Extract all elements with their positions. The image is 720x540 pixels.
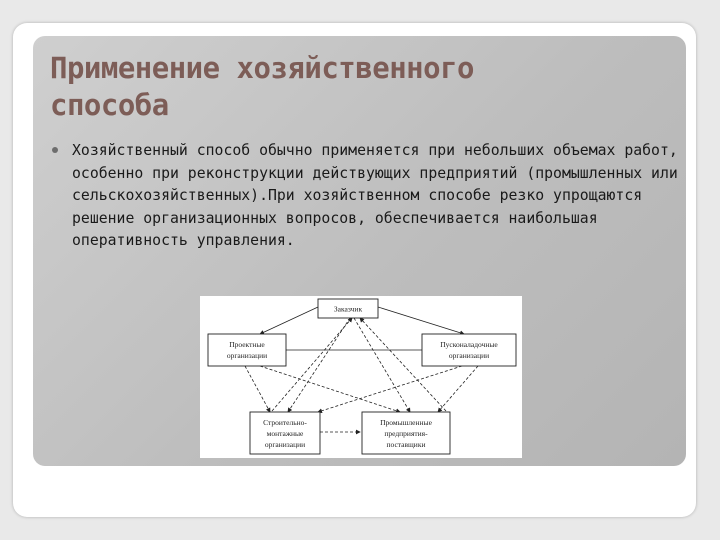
edge-right-bottomright — [438, 366, 478, 412]
org-diagram — [200, 296, 522, 458]
edge-top-right — [378, 307, 464, 334]
edge-top-bottomright — [354, 318, 410, 412]
bullet-text: Хозяйственный способ обычно применяется при небольших объемах работ, особенно при реконструкции действующих предприятий (промышленных или сельскохозяйственных).При хозяйственном способе резко упрощаются решение организационных вопросов, обеспечивается наибольшая оперативность управления. — [72, 142, 678, 250]
node-top — [318, 299, 378, 318]
node-left-label-2: организации — [226, 351, 268, 360]
edge-top-bottomleft — [288, 318, 350, 412]
edge-right-bottomleft — [318, 366, 462, 412]
bullet-dot-icon — [52, 147, 58, 153]
node-bottom-left — [250, 412, 320, 454]
node-right — [422, 334, 516, 366]
edge-top-left — [260, 307, 318, 334]
node-left — [208, 334, 286, 366]
slide-title-text: Применение хозяйственного способа — [50, 51, 474, 122]
node-right-label-1: Пусконаладочные — [440, 340, 498, 349]
node-bottom-right-label-2: предприятия- — [384, 429, 428, 438]
node-bottom-right-label-1: Промышленные — [380, 418, 432, 427]
edge-left-bottomright — [260, 366, 400, 412]
node-right-label-2: организации — [448, 351, 490, 360]
node-bottom-left-label-3: организации — [264, 440, 306, 449]
org-diagram-svg — [200, 296, 522, 458]
edge-left-bottomleft — [245, 366, 270, 412]
node-bottom-left-label-1: Строительно- — [263, 418, 307, 427]
node-top-label: Заказчик — [333, 304, 363, 314]
node-bottom-right — [362, 412, 450, 454]
node-bottom-left-label-2: монтажные — [266, 429, 304, 438]
node-bottom-right-label-3: поставщики — [386, 440, 426, 449]
slide-title — [50, 50, 650, 124]
bullet-item — [52, 140, 692, 253]
node-left-label-1: Проектные — [229, 340, 265, 349]
